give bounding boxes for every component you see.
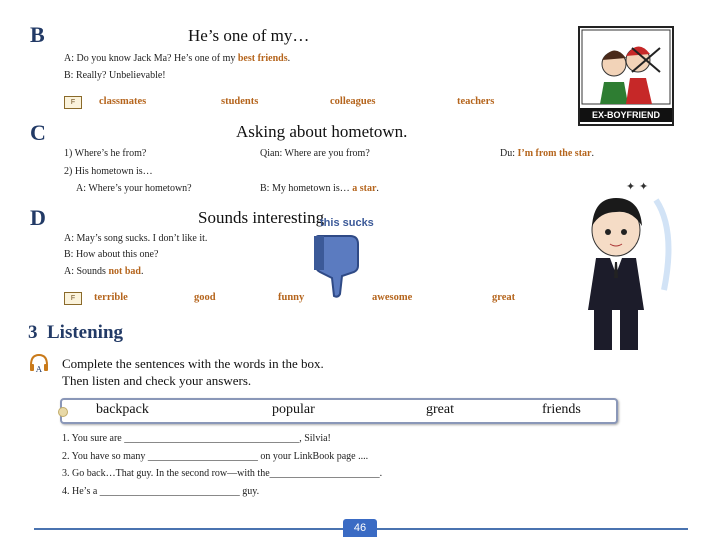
section-b-word-2: students <box>221 96 259 107</box>
section-b-line-b: B: Really? Unbelievable! <box>64 70 166 81</box>
section-d-word-5: great <box>492 292 516 303</box>
man-in-suit-icon <box>572 170 684 360</box>
page-number: 46 <box>343 519 377 537</box>
section-b-line-a: A: Do you know Jack Ma? He’s one of my best friends. <box>64 53 291 64</box>
flashcard-icon: F <box>64 96 82 109</box>
poster-caption: EX-BOYFRIEND <box>580 108 672 122</box>
section-d-word-4: awesome <box>372 292 413 303</box>
headphones-icon <box>28 352 50 374</box>
ex-boyfriend-poster <box>578 26 674 126</box>
thumb-label: this sucks <box>320 217 374 229</box>
box-word-4: friends <box>542 402 581 417</box>
thumbs-down-icon <box>312 232 364 300</box>
section-c-q1-du: Du: I’m from the star. <box>500 148 594 159</box>
section-d-word-1: terrible <box>94 292 128 303</box>
bullet-icon <box>58 407 68 417</box>
section-b-title: He’s one of my… <box>188 26 310 45</box>
section-c-q1-qian: Qian: Where are you from? <box>260 148 370 159</box>
couple-illustration-icon <box>580 28 672 108</box>
exercise-1: 1. You sure are ___________________________________, Silvia! <box>62 433 331 444</box>
box-word-2: popular <box>272 402 315 417</box>
section-d-word-2: good <box>194 292 216 303</box>
box-word-3: great <box>426 402 454 417</box>
section-c-q2: 2) His hometown is… <box>64 166 153 177</box>
section-c-q2-b: B: My hometown is… a star. <box>260 183 379 194</box>
section-b-word-1: classmates <box>99 96 147 107</box>
word-box <box>60 398 618 424</box>
section-d-word-3: funny <box>278 292 305 303</box>
section-c-letter: C <box>30 120 46 145</box>
section-c-title: Asking about hometown. <box>236 122 408 141</box>
section-d-title: Sounds interesting <box>198 208 325 227</box>
section-d-line-3: A: Sounds not bad. <box>64 266 144 277</box>
thumbs-down-container <box>312 232 364 300</box>
section-d-letter: D <box>30 205 46 230</box>
svg-text:A: A <box>36 365 42 374</box>
character-illustration <box>572 170 684 360</box>
flashcard-icon-2: F <box>64 292 82 305</box>
exercise-3: 3. Go back…That guy. In the second row—with the______________________. <box>62 468 383 479</box>
section-c-q1: 1) Where’s he from? <box>64 148 147 159</box>
section-d-line-2: B: How about this one? <box>64 249 159 260</box>
exercise-2: 2. You have so many ______________________ on your LinkBook page .... <box>62 451 369 462</box>
section-b-word-4: teachers <box>457 96 495 107</box>
listening-instructions: Complete the sentences with the words in the box. Then listen and check your answers. <box>62 356 324 388</box>
svg-text:✦ ✦: ✦ ✦ <box>626 180 649 193</box>
listening-heading: 3 Listening <box>28 322 124 343</box>
section-c-q2-a: A: Where’s your hometown? <box>76 183 192 194</box>
section-d-line-1: A: May’s song sucks. I don’t like it. <box>64 233 208 244</box>
box-word-1: backpack <box>96 402 149 417</box>
section-b-letter: B <box>30 22 45 47</box>
exercise-4: 4. He’s a ____________________________ guy. <box>62 486 260 497</box>
section-b-word-3: colleagues <box>330 96 376 107</box>
